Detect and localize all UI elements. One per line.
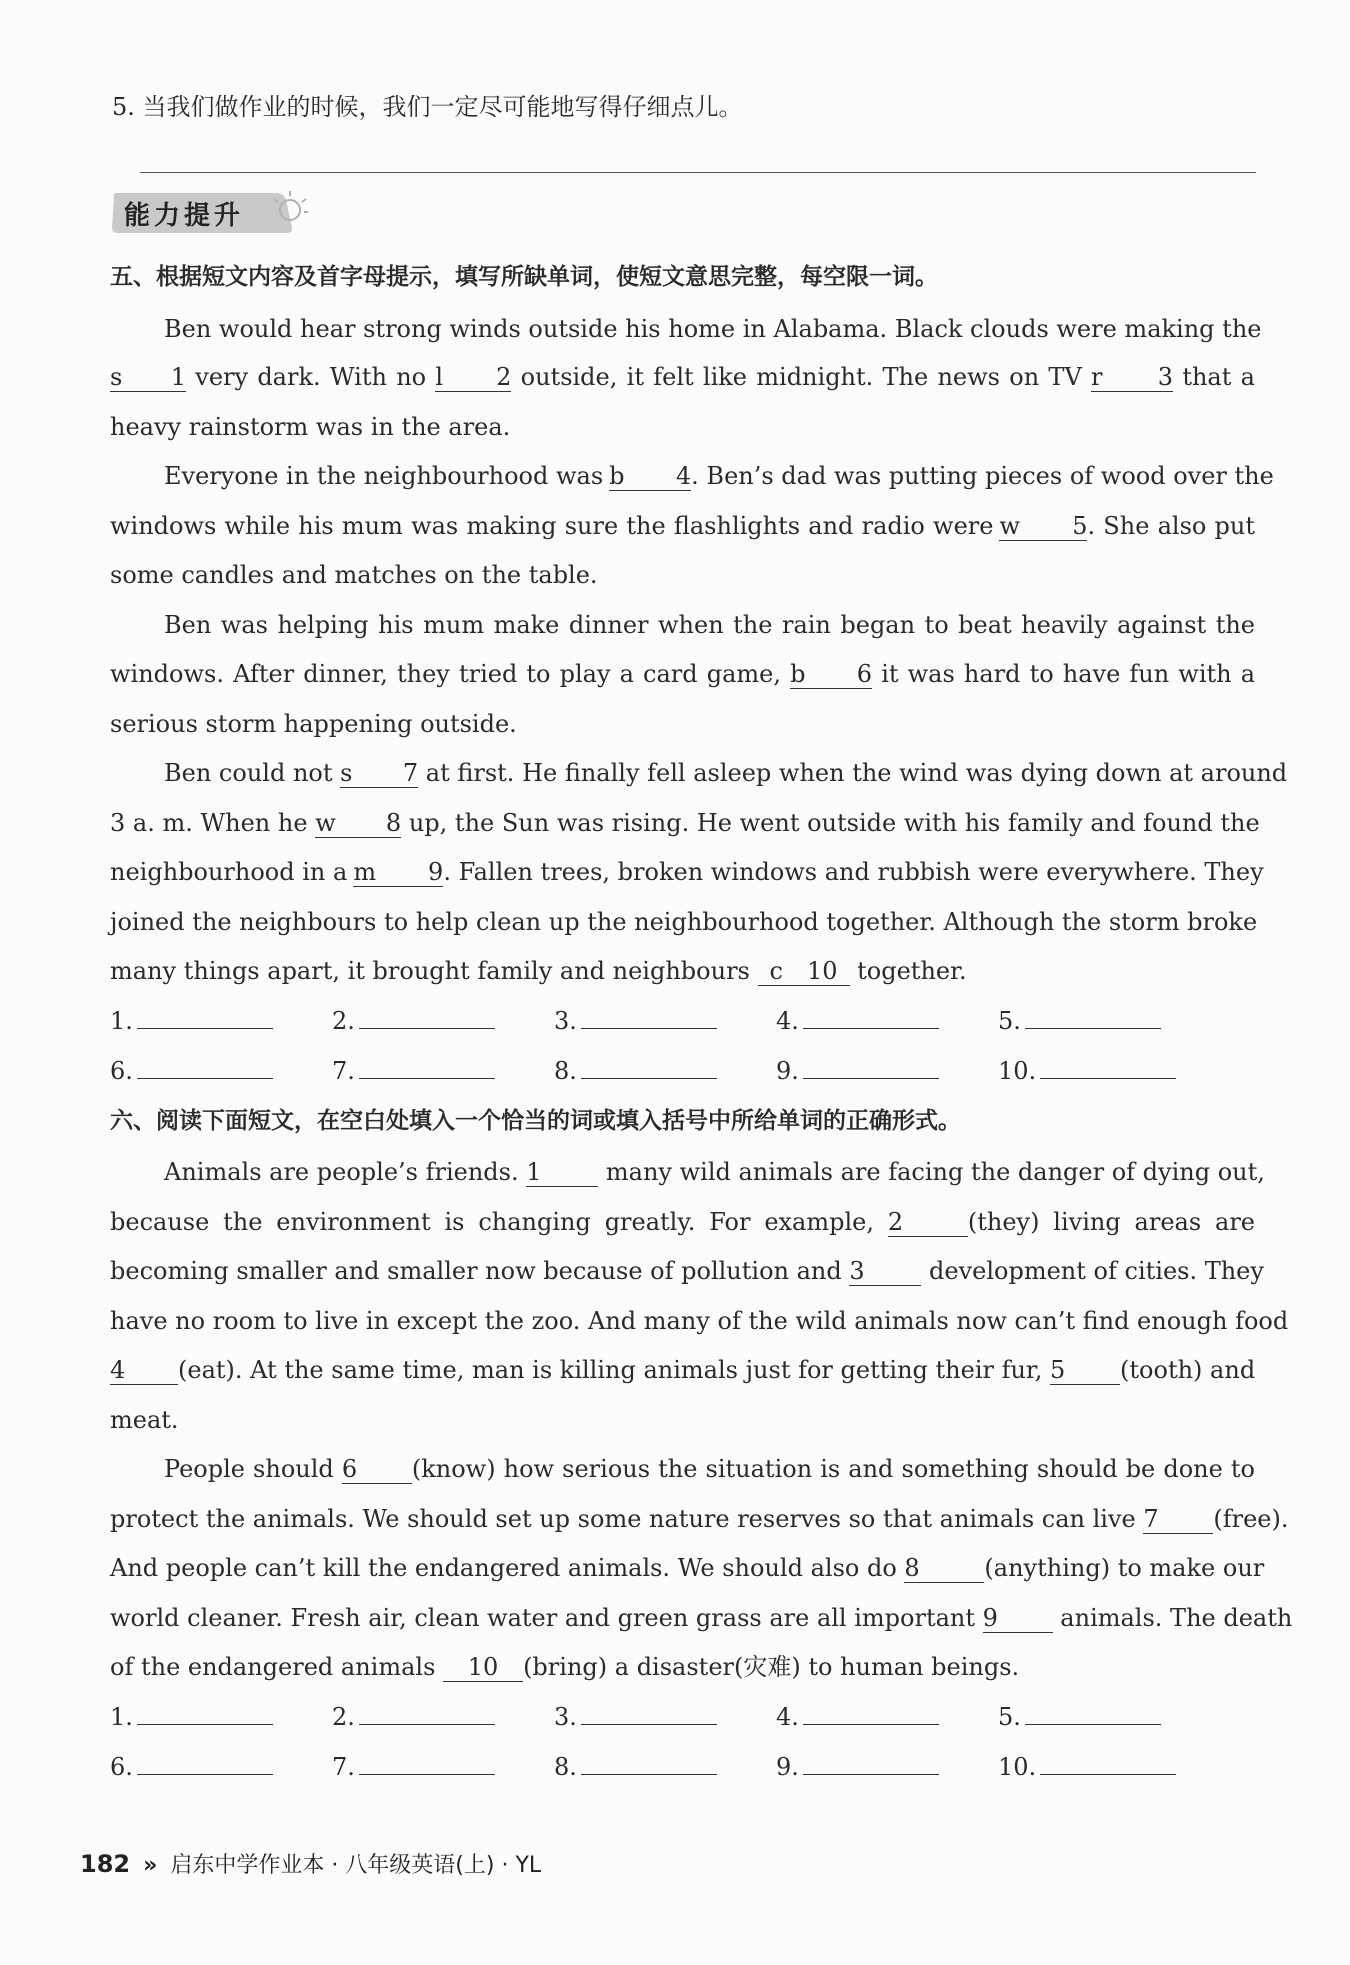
s6-blank-1[interactable]: 1: [526, 1158, 598, 1187]
s6-blank-9[interactable]: 9: [983, 1604, 1053, 1633]
blank-2[interactable]: l 2: [435, 363, 512, 391]
s6-answer-10[interactable]: 10.: [998, 1750, 1176, 1784]
s5-line-12: neighbourhood in a m 9. Fallen trees, broken windows and rubbish were everywhere. They: [110, 858, 1264, 886]
s6-line-10: world cleaner. Fresh air, clean water and green grass are all important 9 animals. The death: [110, 1604, 1293, 1632]
s5-answer-7[interactable]: 7.: [332, 1054, 495, 1088]
s5-line-2: s 1 very dark. With no l 2 outside, it felt like midnight. The news on TV r 3 that a: [110, 363, 1255, 391]
s6-answer-row-1: [110, 1700, 1255, 1734]
s5-line-3: heavy rainstorm was in the area.: [110, 413, 511, 441]
s6-line-8: protect the animals. We should set up some nature reserves so that animals can live 7 (free).: [110, 1505, 1289, 1533]
s6-answer-7[interactable]: 7.: [332, 1750, 495, 1784]
s5-answer-5[interactable]: 5.: [998, 1004, 1161, 1038]
s6-answer-4[interactable]: 4.: [776, 1700, 939, 1734]
s6-blank-8[interactable]: 8: [904, 1554, 984, 1583]
s6-line-11: of the endangered animals 10 (bring) a disaster(灾难) to human beings.: [110, 1653, 1020, 1681]
s6-line-7: People should 6 (know) how serious the situation is and something should be done to: [164, 1455, 1255, 1483]
s6-answer-1[interactable]: 1.: [110, 1700, 273, 1734]
s5-answer-4[interactable]: 4.: [776, 1004, 939, 1038]
s6-blank-2[interactable]: 2: [888, 1208, 968, 1237]
s6-line-5: 4 (eat). At the same time, man is killing animals just for getting their fur, 5 (tooth) and: [110, 1356, 1256, 1384]
s6-blank-4[interactable]: 4: [110, 1356, 178, 1385]
s6-blank-7[interactable]: 7: [1143, 1505, 1213, 1534]
s5-answer-10[interactable]: 10.: [998, 1054, 1176, 1088]
s6-answer-3[interactable]: 3.: [554, 1700, 717, 1734]
s6-line-2: because the environment is changing greatly. For example, 2 (they) living areas are: [110, 1208, 1255, 1236]
s5-line-1: Ben would hear strong winds outside his home in Alabama. Black clouds were making the: [164, 315, 1262, 343]
s5-line-6: some candles and matches on the table.: [110, 561, 598, 589]
s6-line-9: And people can’t kill the endangered animals. We should also do 8 (anything) to make our: [110, 1554, 1265, 1582]
s6-line-6: meat.: [110, 1406, 179, 1434]
blank-6[interactable]: b 6: [790, 660, 873, 688]
blank-9[interactable]: m 9: [353, 858, 444, 886]
s5-line-11: 3 a. m. When he w 8 up, the Sun was rising. He went outside with his family and found the: [110, 809, 1260, 837]
s5-answer-9[interactable]: 9.: [776, 1054, 939, 1088]
s6-answer-2[interactable]: 2.: [332, 1700, 495, 1734]
banner-title: 能力提升: [124, 201, 245, 231]
s5-line-4: Everyone in the neighbourhood was b 4. Ben’s dad was putting pieces of wood over the: [164, 462, 1274, 490]
s5-line-5: windows while his mum was making sure the flashlights and radio were w 5. She also put: [110, 512, 1255, 540]
s6-answer-8[interactable]: 8.: [554, 1750, 717, 1784]
s6-answer-6[interactable]: 6.: [110, 1750, 273, 1784]
blank-3[interactable]: r 3: [1091, 363, 1174, 391]
translation-item-5: 5. 当我们做作业的时候，我们一定尽可能地写得仔细点儿。: [112, 93, 743, 121]
s5-line-13: joined the neighbours to help clean up the neighbourhood together. Although the storm broke: [110, 908, 1258, 936]
s5-answer-1[interactable]: 1.: [110, 1004, 273, 1038]
section-5-heading: 五、根据短文内容及首字母提示，填写所缺单词，使短文意思完整，每空限一词。: [110, 264, 938, 290]
s6-blank-3[interactable]: 3: [849, 1257, 921, 1286]
s5-line-7: Ben was helping his mum make dinner when the rain began to beat heavily against the: [164, 611, 1255, 639]
blank-5[interactable]: w 5: [999, 512, 1088, 540]
blank-8[interactable]: w 8: [315, 809, 402, 837]
s5-answer-2[interactable]: 2.: [332, 1004, 495, 1038]
s5-answer-row-2: [110, 1054, 1255, 1088]
s6-line-1: Animals are people’s friends. 1 many wild animals are facing the danger of dying out,: [164, 1158, 1265, 1186]
page-footer: [80, 1848, 541, 1879]
s6-answer-9[interactable]: 9.: [776, 1750, 939, 1784]
ability-banner: [108, 190, 308, 236]
s5-line-14: many things apart, it brought family and neighbours c 10 together.: [110, 957, 967, 985]
blank-1[interactable]: s 1: [110, 363, 186, 391]
s6-blank-6[interactable]: 6: [342, 1455, 412, 1484]
blank-7[interactable]: s 7: [340, 759, 419, 787]
section-divider: [140, 172, 1256, 173]
book-title: 启东中学作业本 · 八年级英语(上) · YL: [170, 1853, 542, 1878]
chevron-right-icon: »: [143, 1853, 158, 1878]
s5-line-9: serious storm happening outside.: [110, 710, 517, 738]
s5-answer-3[interactable]: 3.: [554, 1004, 717, 1038]
s6-line-3: becoming smaller and smaller now because of pollution and 3 development of cities. They: [110, 1257, 1264, 1285]
s6-line-4: have no room to live in except the zoo. And many of the wild animals now can’t find enough food: [110, 1307, 1289, 1335]
section-6-heading: 六、阅读下面短文，在空白处填入一个恰当的词或填入括号中所给单词的正确形式。: [110, 1108, 961, 1134]
s5-answer-6[interactable]: 6.: [110, 1054, 273, 1088]
s5-answer-row-1: [110, 1004, 1255, 1038]
blank-10[interactable]: c 10: [758, 957, 850, 986]
s5-answer-8[interactable]: 8.: [554, 1054, 717, 1088]
s6-blank-5[interactable]: 5: [1050, 1356, 1120, 1385]
s5-line-10: Ben could not s 7 at first. He finally fell asleep when the wind was dying down at around: [164, 759, 1288, 787]
page-number: 182: [80, 1850, 131, 1878]
s6-answer-5[interactable]: 5.: [998, 1700, 1161, 1734]
s6-answer-row-2: [110, 1750, 1255, 1784]
s6-blank-10[interactable]: 10: [443, 1653, 523, 1682]
s5-line-8: windows. After dinner, they tried to play a card game, b 6 it was hard to have fun with a: [110, 660, 1256, 688]
blank-4[interactable]: b 4: [609, 462, 692, 490]
